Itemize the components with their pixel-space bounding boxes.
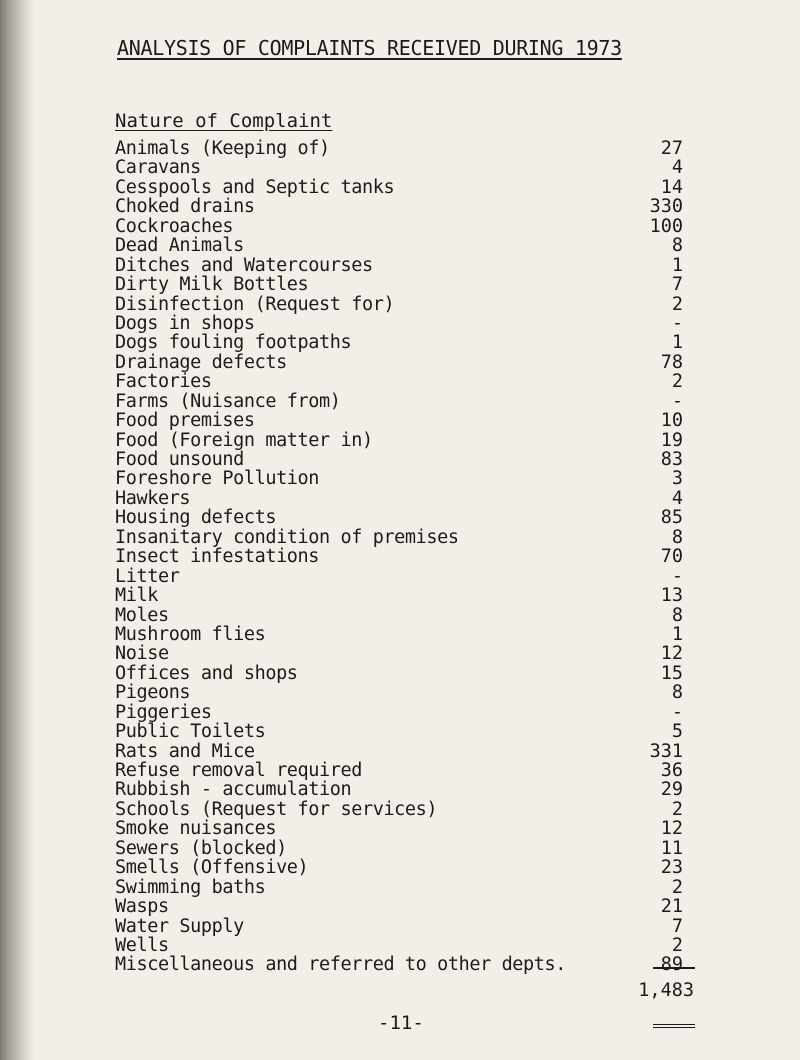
- complaint-label: Offices and shops: [115, 662, 298, 684]
- complaint-count: 7: [671, 274, 683, 296]
- complaint-count: 12: [660, 818, 683, 840]
- complaint-count: 8: [671, 682, 683, 704]
- complaint-label: Dogs in shops: [115, 312, 255, 334]
- complaint-label: Refuse removal required: [115, 760, 362, 781]
- complaint-count: 36: [660, 760, 683, 781]
- complaint-label: Piggeries: [115, 701, 212, 723]
- list-item: [115, 139, 683, 158]
- list-item: [115, 236, 683, 255]
- complaint-label: Insect infestations: [115, 546, 320, 568]
- complaint-count: 8: [671, 235, 683, 257]
- complaint-label: Wasps: [115, 896, 169, 918]
- complaint-label: Water Supply: [115, 915, 244, 937]
- complaint-label: Choked drains: [115, 196, 255, 218]
- complaint-label: Farms (Nuisance from): [115, 390, 341, 412]
- list-item: [115, 780, 683, 799]
- complaint-label: Swimming baths: [115, 876, 266, 898]
- complaint-count: 2: [671, 371, 683, 393]
- complaint-label: Insanitary condition of premises: [115, 526, 459, 548]
- complaint-label: Drainage defects: [115, 351, 287, 373]
- complaint-count: 10: [660, 410, 683, 432]
- complaint-label: Factories: [115, 371, 212, 393]
- complaint-label: Smoke nuisances: [115, 818, 277, 840]
- list-item: [115, 528, 683, 547]
- list-item: [115, 275, 683, 294]
- complaint-count: 21: [660, 896, 683, 918]
- complaint-label: Dirty Milk Bottles: [115, 274, 309, 296]
- complaint-count: 15: [660, 662, 683, 684]
- list-item: [115, 197, 683, 216]
- complaint-count: 83: [660, 449, 683, 470]
- complaint-count: 1: [671, 623, 683, 645]
- complaint-label: Smells (Offensive): [115, 857, 309, 879]
- list-item: [115, 878, 683, 897]
- total-rule-double-1: [653, 1024, 695, 1025]
- complaint-count: 330: [649, 196, 683, 218]
- complaint-label: Mushroom flies: [115, 623, 266, 645]
- complaint-count: 2: [671, 293, 683, 315]
- total-rule-double-2: [653, 1027, 695, 1028]
- complaint-label: Caravans: [115, 157, 201, 179]
- list-item: [115, 450, 683, 469]
- complaint-count: 331: [649, 740, 683, 762]
- list-item: [115, 217, 683, 236]
- complaint-label: Schools (Request for services): [115, 798, 438, 820]
- complaint-label: Food premises: [115, 410, 255, 432]
- complaint-label: Cockroaches: [115, 215, 234, 237]
- complaint-label: Cesspools and Septic tanks: [115, 176, 395, 198]
- list-item: [115, 722, 683, 741]
- list-item: [115, 703, 683, 722]
- complaint-label: Miscellaneous and referred to other depts.: [115, 954, 566, 976]
- complaint-count: 1: [671, 254, 683, 276]
- list-item: [115, 742, 683, 761]
- list-item: [115, 897, 683, 916]
- complaint-label: Rubbish - accumulation: [115, 779, 352, 801]
- list-item: [115, 489, 683, 508]
- complaints-list: [115, 139, 683, 975]
- complaint-label: Milk: [115, 585, 158, 607]
- list-item: [115, 917, 683, 936]
- complaint-label: Public Toilets: [115, 721, 266, 743]
- complaint-label: Housing defects: [115, 507, 277, 529]
- list-item: [115, 178, 683, 197]
- list-item: [115, 256, 683, 275]
- complaint-count: 19: [660, 429, 683, 451]
- list-item: [115, 158, 683, 177]
- complaint-label: Food (Foreign matter in): [115, 429, 373, 451]
- complaint-count: 100: [649, 215, 683, 237]
- complaint-count: 2: [671, 798, 683, 820]
- list-item: [115, 508, 683, 527]
- complaint-count: 23: [660, 857, 683, 879]
- complaint-count: 3: [671, 468, 683, 490]
- complaint-label: Moles: [115, 604, 169, 626]
- complaint-count: 78: [660, 351, 683, 373]
- complaint-label: Noise: [115, 643, 169, 665]
- complaint-count: 89: [660, 954, 683, 976]
- complaint-label: Hawkers: [115, 487, 191, 509]
- complaint-count: 1: [671, 332, 683, 354]
- list-item: [115, 800, 683, 819]
- list-item: [115, 664, 683, 683]
- total-value: 1,483: [638, 980, 694, 1001]
- list-item: [115, 431, 683, 450]
- complaint-label: Wells: [115, 934, 169, 956]
- list-item: [115, 606, 683, 625]
- list-item: [115, 333, 683, 352]
- total-rule-top: [653, 967, 695, 969]
- list-item: [115, 683, 683, 702]
- complaint-count: 85: [660, 507, 683, 529]
- complaint-label: Ditches and Watercourses: [115, 254, 373, 276]
- complaint-count: 11: [660, 837, 683, 859]
- list-item: [115, 372, 683, 391]
- page-edge-shadow: [0, 0, 34, 1060]
- complaint-count: 5: [671, 721, 683, 743]
- complaint-count: 29: [660, 779, 683, 801]
- complaint-count: -: [671, 312, 683, 334]
- page-title: ANALYSIS OF COMPLAINTS RECEIVED DURING 1973: [117, 36, 622, 60]
- list-item: [115, 314, 683, 333]
- complaint-label: Pigeons: [115, 682, 191, 704]
- list-item: [115, 586, 683, 605]
- list-item: [115, 295, 683, 314]
- list-item: [115, 936, 683, 955]
- list-item: [115, 547, 683, 566]
- list-item: [115, 819, 683, 838]
- complaint-count: 4: [671, 157, 683, 179]
- complaint-count: 8: [671, 604, 683, 626]
- complaint-label: Rats and Mice: [115, 740, 255, 762]
- list-item: [115, 625, 683, 644]
- page-number: -11-: [378, 1012, 424, 1034]
- column-heading: Nature of Complaint: [115, 110, 333, 132]
- complaint-count: 13: [660, 585, 683, 607]
- complaint-count: 2: [671, 876, 683, 898]
- complaint-label: Litter: [115, 565, 180, 587]
- complaint-label: Dogs fouling footpaths: [115, 332, 352, 354]
- complaint-label: Animals (Keeping of): [115, 138, 330, 159]
- complaint-label: Food unsound: [115, 449, 244, 470]
- list-item: [115, 955, 683, 974]
- list-item: [115, 858, 683, 877]
- complaint-count: 27: [660, 138, 683, 159]
- complaint-count: 70: [660, 546, 683, 568]
- list-item: [115, 644, 683, 663]
- complaint-label: Sewers (blocked): [115, 837, 287, 859]
- list-item: [115, 353, 683, 372]
- complaint-count: -: [671, 565, 683, 587]
- complaint-label: Disinfection (Request for): [115, 293, 395, 315]
- complaint-count: 7: [671, 915, 683, 937]
- complaint-count: 12: [660, 643, 683, 665]
- list-item: [115, 411, 683, 430]
- list-item: [115, 761, 683, 780]
- complaint-count: -: [671, 701, 683, 723]
- list-item: [115, 567, 683, 586]
- complaint-count: -: [671, 390, 683, 412]
- complaint-label: Dead Animals: [115, 235, 244, 257]
- complaint-label: Foreshore Pollution: [115, 468, 320, 490]
- list-item: [115, 392, 683, 411]
- list-item: [115, 839, 683, 858]
- complaint-count: 8: [671, 526, 683, 548]
- list-item: [115, 469, 683, 488]
- complaint-count: 14: [660, 176, 683, 198]
- complaint-count: 4: [671, 487, 683, 509]
- complaint-count: 2: [671, 934, 683, 956]
